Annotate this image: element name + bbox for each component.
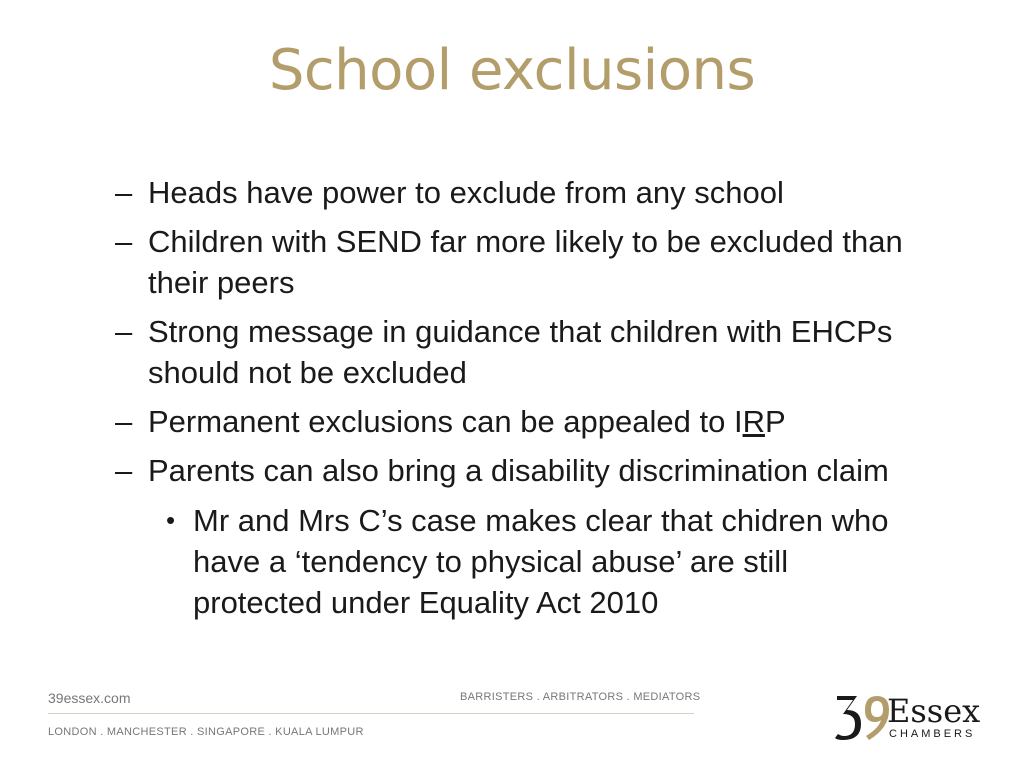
sub-bullet-text: have a ‘tendency to physical abuse’ are still	[193, 544, 789, 579]
essex-chambers-logo	[835, 690, 980, 745]
dash-marker: –	[115, 404, 133, 439]
sub-bullet-text: Mr and Mrs C’s case makes clear that chidren who	[193, 503, 889, 538]
bullet-text: Heads have power to exclude from any school	[148, 175, 784, 210]
slide-title: School exclusions	[268, 38, 756, 103]
dash-marker: –	[115, 314, 133, 349]
bullet-item	[148, 311, 968, 393]
dash-marker: –	[115, 453, 133, 488]
bullet-text: Parents can also bring a disability discrimination claim	[148, 453, 889, 488]
footer-roles: BARRISTERS . ARBITRATORS . MEDIATORS	[460, 691, 701, 703]
underlined-letter: R	[742, 404, 765, 439]
dash-marker: –	[115, 224, 133, 259]
logo-wordmark: Essex	[887, 692, 981, 730]
bullet-item	[148, 221, 968, 303]
bullet-text-cont: should not be excluded	[148, 355, 467, 390]
dash-marker: –	[115, 175, 133, 210]
bullet-text-end: P	[764, 404, 786, 439]
bullet-item	[148, 172, 968, 213]
bullet-text: Children with SEND far more likely to be excluded than	[148, 224, 903, 259]
sub-bullet-text: protected under Equality Act 2010	[193, 585, 659, 620]
dot-marker: •	[166, 505, 176, 535]
footer-cities: LONDON . MANCHESTER . SINGAPORE . KUALA LUMPUR	[48, 726, 364, 738]
footer-divider	[48, 713, 694, 714]
logo-subtitle: CHAMBERS	[889, 728, 976, 740]
bullet-text: Permanent exclusions can be appealed to I	[148, 404, 743, 439]
bullet-item	[148, 401, 968, 442]
footer-url: 39essex.com	[48, 690, 131, 706]
sub-bullet-item	[193, 500, 963, 623]
bullet-item	[148, 450, 968, 491]
bullet-text: Strong message in guidance that children with EHCPs	[148, 314, 893, 349]
bullet-text-cont: their peers	[148, 265, 295, 300]
